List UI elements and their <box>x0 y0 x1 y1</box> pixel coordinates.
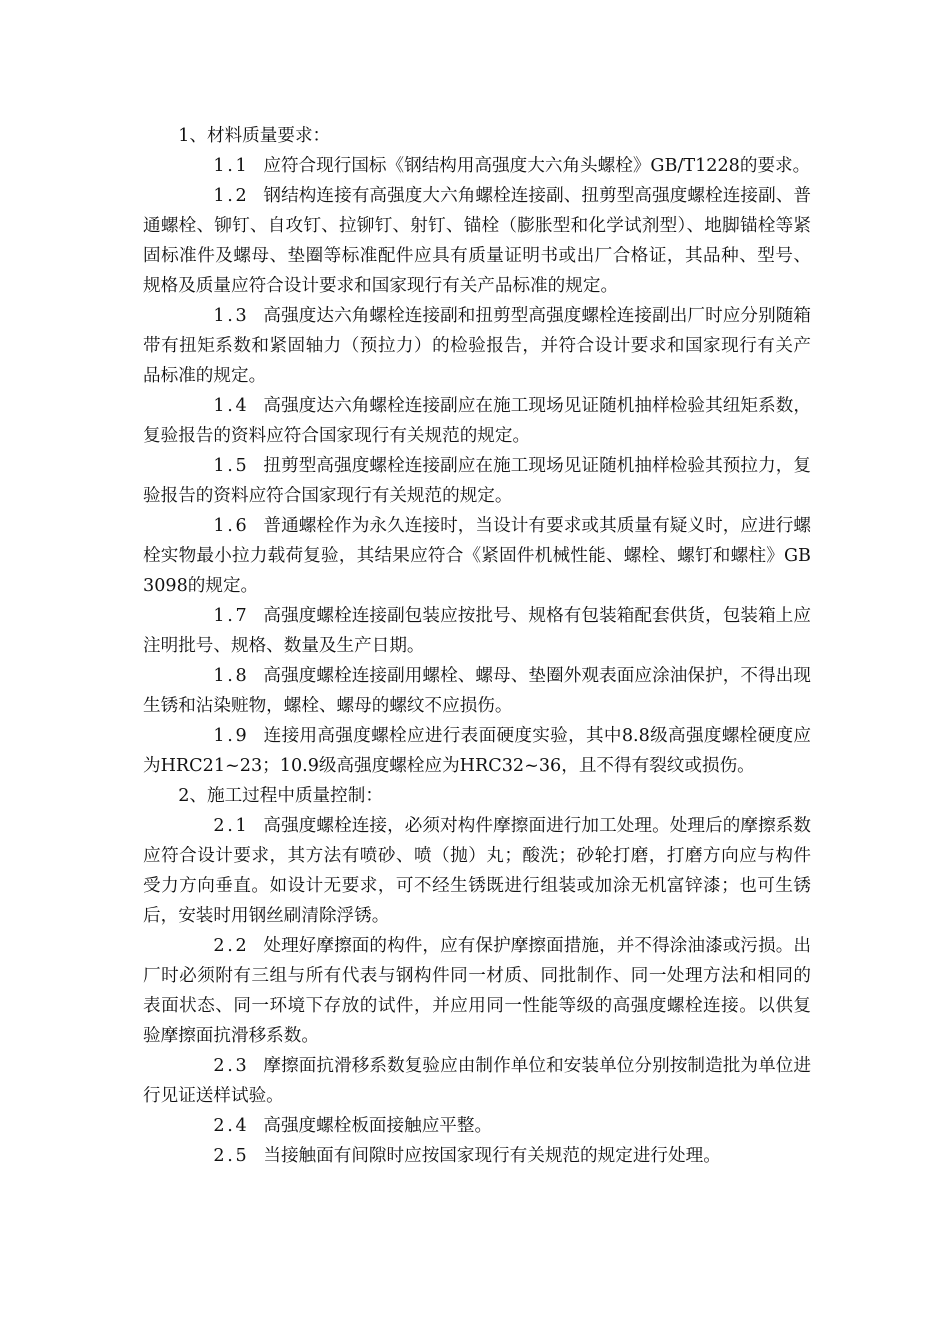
paragraph-2-3 <box>143 1051 811 1111</box>
para-text: 高强度螺栓连接副包装应按批号、规格有包装箱配套供货，包装箱上应注明批号、规格、数量及生产日期。 <box>143 606 811 656</box>
paragraph-1-7 <box>143 601 811 661</box>
para-text: 普通螺栓作为永久连接时，当设计有要求或其质量有疑义时，应进行螺栓实物最小拉力载荷复验，其结果应符合《紧固件机械性能、螺栓、螺钉和螺柱》GB3098的规定。 <box>143 516 811 596</box>
paragraph-1-9 <box>143 721 811 781</box>
paragraph-2-2 <box>143 931 811 1051</box>
paragraph-1-6 <box>143 511 811 601</box>
para-text: 高强度达六角螺栓连接副应在施工现场见证随机抽样检验其纽矩系数，复验报告的资料应符合国家现行有关规范的规定。 <box>143 396 811 446</box>
para-number: 1.3 <box>213 306 250 326</box>
para-text: 高强度螺栓板面接触应平整。 <box>263 1116 493 1136</box>
para-number: 1.1 <box>213 156 250 176</box>
para-text: 摩擦面抗滑移系数复验应由制作单位和安装单位分别按制造批为单位进行见证送样试验。 <box>143 1056 811 1106</box>
para-number: 1.7 <box>213 606 250 626</box>
para-number: 1.9 <box>213 726 250 746</box>
paragraph-1-8 <box>143 661 811 721</box>
paragraph-1-2 <box>143 181 811 301</box>
section-heading-materials <box>143 121 811 151</box>
para-text: 扭剪型高强度螺栓连接副应在施工现场见证随机抽样检验其预拉力，复验报告的资料应符合国家现行有关规范的规定。 <box>143 456 811 506</box>
para-text: 高强度螺栓连接，必须对构件摩擦面进行加工处理。处理后的摩擦系数应符合设计要求，其方法有喷砂、喷（抛）丸；酸洗；砂轮打磨，打磨方向应与构件受力方向垂直。如设计无要求，可不经生锈既进行组装或加涂无机富锌漆；也可生锈后，安装时用钢丝刷清除浮锈。 <box>143 816 811 926</box>
para-number: 1.4 <box>213 396 250 416</box>
para-number: 2.1 <box>213 816 250 836</box>
para-text: 钢结构连接有高强度大六角螺栓连接副、扭剪型高强度螺栓连接副、普通螺栓、铆钉、自攻钉、拉铆钉、射钉、锚栓（膨胀型和化学试剂型）、地脚锚栓等紧固标准件及螺母、垫圈等标准配件应具有质量证明书或出厂合格证，其品种、型号、规格及质量应符合设计要求和国家现行有关产品标准的规定。 <box>143 186 811 296</box>
para-number: 2.3 <box>213 1056 250 1076</box>
paragraph-2-1 <box>143 811 811 931</box>
paragraph-2-5 <box>143 1141 811 1171</box>
para-number: 2.4 <box>213 1116 250 1136</box>
paragraph-2-4 <box>143 1111 811 1141</box>
para-number: 2.2 <box>213 936 250 956</box>
para-number: 2.5 <box>213 1146 250 1166</box>
para-text: 处理好摩擦面的构件，应有保护摩擦面措施，并不得涂油漆或污损。出厂时必须附有三组与所有代表与钢构件同一材质、同批制作、同一处理方法和相同的表面状态、同一环境下存放的试件，并应用同一性能等级的高强度螺栓连接。以供复验摩擦面抗滑移系数。 <box>143 936 811 1046</box>
para-number: 1.2 <box>213 186 250 206</box>
para-number: 1.6 <box>213 516 250 536</box>
para-text: 当接触面有间隙时应按国家现行有关规范的规定进行处理。 <box>263 1146 721 1166</box>
paragraph-1-5 <box>143 451 811 511</box>
para-text: 1、材料质量要求： <box>178 126 331 146</box>
para-text: 高强度达六角螺栓连接副和扭剪型高强度螺栓连接副出厂时应分别随箱带有扭矩系数和紧固轴力（预拉力）的检验报告，并符合设计要求和国家现行有关产品标准的规定。 <box>143 306 811 386</box>
paragraph-1-3 <box>143 301 811 391</box>
document-body <box>143 121 811 1171</box>
para-text: 应符合现行国标《钢结构用高强度大六角头螺栓》GB/T1228的要求。 <box>263 156 811 176</box>
paragraph-1-1 <box>143 151 811 181</box>
para-number: 1.8 <box>213 666 250 686</box>
para-number: 1.5 <box>213 456 250 476</box>
para-text: 高强度螺栓连接副用螺栓、螺母、垫圈外观表面应涂油保护，不得出现生锈和沾染赃物，螺栓、螺母的螺纹不应损伤。 <box>143 666 811 716</box>
para-text: 2、施工过程中质量控制： <box>178 786 383 806</box>
para-text: 连接用高强度螺栓应进行表面硬度实验，其中8.8级高强度螺栓硬度应为HRC21~23；10.9级高强度螺栓应为HRC32~36，且不得有裂纹或损伤。 <box>143 726 811 776</box>
section-heading-construction <box>143 781 811 811</box>
paragraph-1-4 <box>143 391 811 451</box>
